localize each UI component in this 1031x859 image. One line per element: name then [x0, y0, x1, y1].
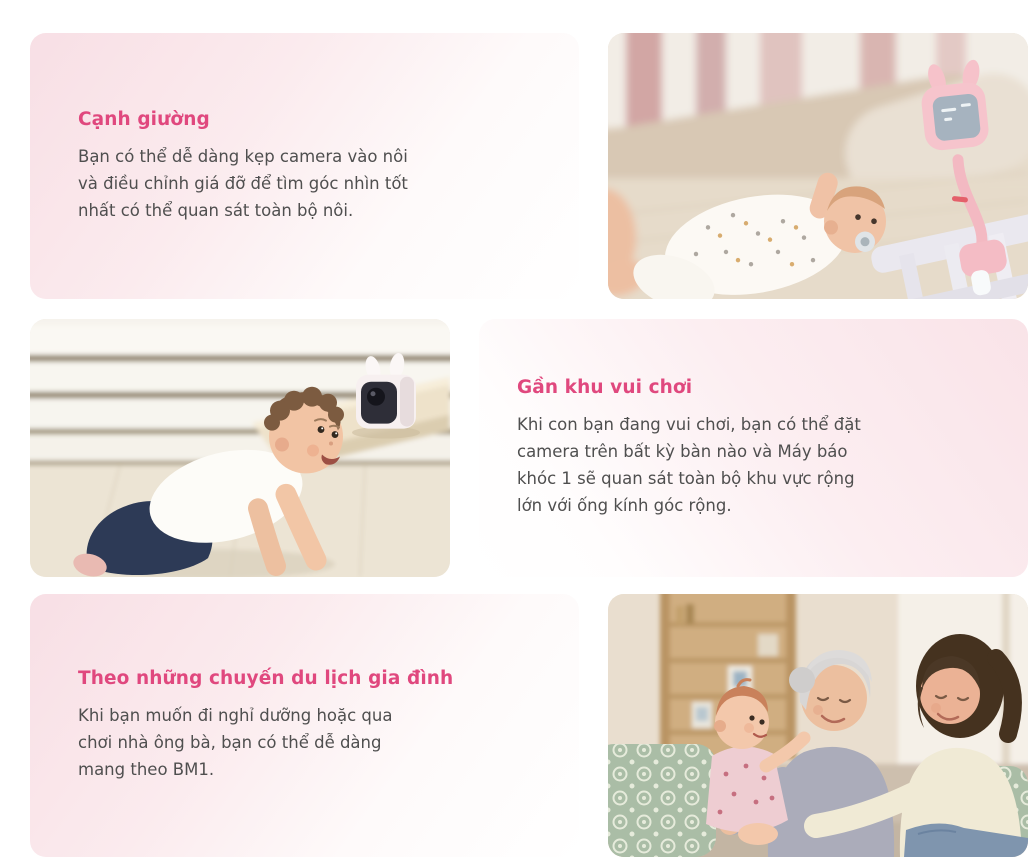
feature-section-play-area	[30, 319, 1028, 577]
body-line: và điều chỉnh giá đỡ để tìm góc nhìn tốt	[78, 173, 408, 193]
patterned-cushion-left	[608, 744, 716, 857]
body-line: nhất có thể quan sát toàn bộ nôi.	[78, 200, 354, 220]
feature-card-play-area	[479, 319, 1028, 577]
feature-heading: Theo những chuyến du lịch gia đình	[78, 668, 454, 689]
feature-body	[78, 143, 549, 224]
feature-section-bedside	[30, 33, 1028, 299]
crawling-baby-photo	[30, 319, 450, 577]
feature-heading: Cạnh giường	[78, 108, 210, 130]
body-line: camera trên bất kỳ bàn nào và Máy báo	[517, 442, 848, 461]
crib-photo	[608, 33, 1028, 299]
body-line: lớn với ống kính góc rộng.	[517, 496, 732, 515]
body-line: Bạn có thể dễ dàng kẹp camera vào nôi	[78, 146, 408, 166]
feature-body	[517, 411, 998, 519]
feature-section-family-travel	[30, 594, 1028, 857]
body-line: mang theo BM1.	[78, 760, 215, 779]
feature-card-bedside	[30, 33, 579, 299]
feature-body	[78, 702, 549, 783]
feature-card-family-travel	[30, 594, 579, 857]
body-line: khóc 1 sẽ quan sát toàn bộ khu vực rộng	[517, 469, 855, 488]
body-line: Khi bạn muốn đi nghỉ dưỡng hoặc qua	[78, 706, 393, 725]
body-line: Khi con bạn đang vui chơi, bạn có thể đặt	[517, 415, 861, 434]
body-line: chơi nhà ông bà, bạn có thể dễ dàng	[78, 733, 382, 752]
feature-heading: Gần khu vui chơi	[517, 377, 693, 398]
family-sofa-photo	[608, 594, 1028, 857]
